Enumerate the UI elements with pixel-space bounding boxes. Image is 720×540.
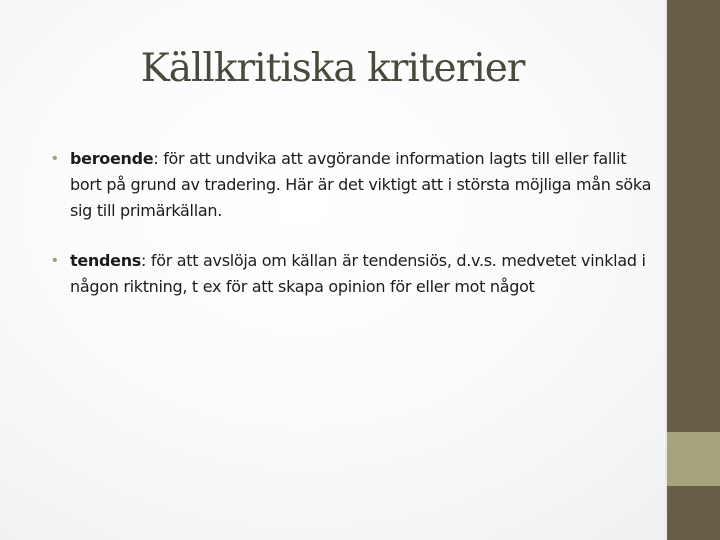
bullet-text xyxy=(70,248,652,300)
bullet-term: beroende xyxy=(70,149,154,168)
content-area xyxy=(52,146,652,324)
bullet-item-beroende xyxy=(52,146,652,224)
bullet-term: tendens xyxy=(70,251,142,270)
bullet-dot-icon: • xyxy=(52,252,58,269)
bullet-dot-icon: • xyxy=(52,150,58,167)
bullet-text xyxy=(70,146,652,224)
bullet-item-tendens xyxy=(52,248,652,300)
slide-title: Källkritiska kriterier xyxy=(140,46,525,91)
accent-block xyxy=(667,432,720,486)
bullet-description: : för att undvika att avgörande information lagts till eller fallit bort på grund av tradering. Här är det viktigt att i största möjliga mån söka sig till primärkällan. xyxy=(70,149,652,220)
bullet-description: : för att avslöja om källan är tendensiös, d.v.s. medvetet vinklad i någon riktning, t ex för att skapa opinion för eller mot något xyxy=(70,251,646,296)
